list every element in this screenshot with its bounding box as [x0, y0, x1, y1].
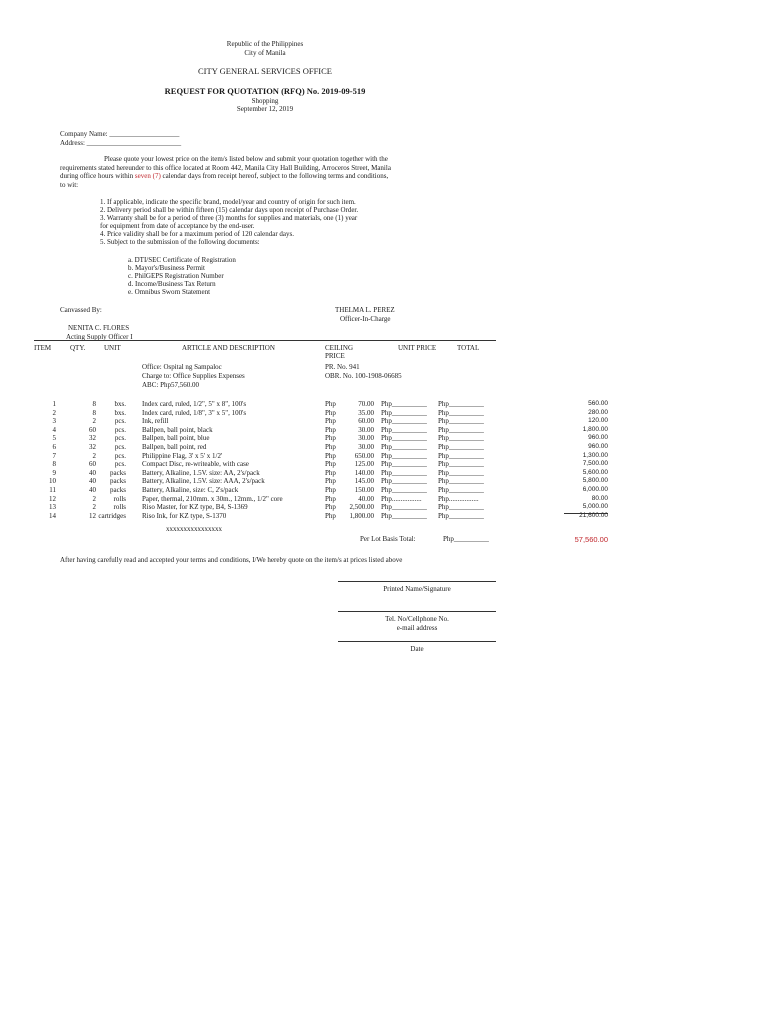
item-unit-price-blank[interactable]: Php__________ — [381, 451, 427, 460]
item-ceiling-price: 1,800.00 — [349, 511, 374, 520]
rfq-date: September 12, 2019 — [236, 105, 294, 113]
item-unit-price-blank[interactable]: Php................. — [381, 494, 422, 503]
meta-office: Office: Ospital ng Sampaloc — [142, 363, 222, 371]
meta-obr: OBR. No. 100-1908-06685 — [325, 372, 402, 380]
item-qty: 2 — [92, 417, 96, 426]
item-ceiling-currency: Php — [325, 443, 336, 451]
item-number: 2 — [52, 408, 56, 417]
item-ceiling-currency: Php — [325, 460, 336, 469]
item-unit: packs — [110, 468, 126, 477]
canvassed-by-label: Canvassed By: — [60, 306, 102, 314]
item-ceiling-price: 60.00 — [358, 417, 374, 426]
procurement-mode: Shopping — [251, 97, 279, 105]
item-amount: 960.00 — [588, 443, 608, 450]
item-ceiling-currency: Php — [325, 477, 336, 486]
term-3-cont: for equipment from date of acceptance by the end-user. — [100, 222, 255, 230]
item-unit-price-blank[interactable]: Php__________ — [381, 434, 427, 443]
item-total-price-blank[interactable]: Php................. — [438, 494, 479, 503]
meta-abc: ABC: Php57,560.00 — [142, 381, 199, 389]
term-5: 5. Subject to the submission of the following documents: — [100, 238, 260, 246]
item-ceiling-currency: Php — [325, 417, 336, 426]
item-description: Battery, Alkaline, 1.5V. size: AA, 2's/pack — [142, 468, 260, 477]
item-unit: bxs. — [114, 400, 126, 408]
item-number: 4 — [52, 425, 56, 434]
item-amount: 960.00 — [588, 434, 608, 442]
officer-title: Officer-In-Charge — [340, 315, 391, 323]
item-qty: 32 — [89, 443, 96, 451]
item-number: 11 — [49, 486, 56, 494]
item-ceiling-price: 2,500.00 — [349, 503, 374, 512]
item-qty: 2 — [92, 494, 96, 503]
item-total-price-blank[interactable]: Php__________ — [438, 486, 484, 494]
document-d: d. Income/Business Tax Return — [128, 280, 216, 288]
item-number: 13 — [49, 503, 56, 512]
item-amount: 1,300.00 — [582, 451, 608, 459]
item-description: Ink, refill — [142, 417, 169, 426]
item-total-price-blank[interactable]: Php__________ — [438, 434, 484, 443]
item-qty: 8 — [92, 408, 96, 417]
col-item: ITEM — [34, 344, 52, 352]
item-number: 3 — [52, 417, 56, 426]
item-amount: 7,500.00 — [582, 460, 608, 468]
col-total: TOTAL — [457, 344, 480, 352]
item-total-price-blank[interactable]: Php__________ — [438, 503, 484, 512]
item-unit-price-blank[interactable]: Php__________ — [381, 425, 427, 434]
item-total-price-blank[interactable]: Php__________ — [438, 417, 484, 426]
table-top-rule — [34, 340, 496, 341]
item-number: 12 — [49, 494, 56, 503]
item-description: Index card, ruled, 1/2", 5" x 8", 100's — [142, 400, 247, 408]
date-line[interactable] — [338, 641, 496, 642]
item-unit: rolls — [113, 494, 126, 503]
item-qty: 60 — [89, 460, 96, 469]
item-description: Philippine Flag, 3' x 5' x 1/2' — [142, 451, 223, 460]
col-ceiling-price: PRICE — [325, 352, 345, 360]
item-total-price-blank[interactable]: Php__________ — [438, 443, 484, 451]
item-total-price-blank[interactable]: Php__________ — [438, 460, 484, 469]
officer-name: THELMA L. PEREZ — [335, 306, 395, 314]
rfq-title: REQUEST FOR QUOTATION (RFQ) No. 2019-09-519 — [164, 86, 366, 96]
item-description: Ballpen, ball point, red — [142, 443, 207, 451]
item-qty: 2 — [92, 503, 96, 512]
col-ceiling: CEILING — [325, 344, 353, 352]
city-line: City of Manila — [244, 49, 286, 57]
item-ceiling-currency: Php — [325, 511, 336, 520]
intro-line-4: to wit: — [60, 181, 79, 189]
item-qty: 2 — [92, 451, 96, 460]
intro-line-1: Please quote your lowest price on the item/s listed below and submit your quotation together with the — [104, 155, 388, 163]
item-unit: rolls — [113, 503, 126, 512]
item-ceiling-price: 40.00 — [358, 494, 374, 503]
item-unit-price-blank[interactable]: Php__________ — [381, 460, 427, 469]
term-1: 1. If applicable, indicate the specific brand, model/year and country of origin for such item. — [100, 198, 356, 206]
item-amount: 80.00 — [591, 494, 608, 502]
item-unit: cartridges — [98, 511, 126, 520]
item-qty: 8 — [92, 400, 96, 408]
term-2: 2. Delivery period shall be within fifteen (15) calendar days upon receipt of Purchase Order. — [100, 206, 359, 214]
item-description: Ballpen, ball point, blue — [142, 434, 210, 443]
item-ceiling-price: 70.00 — [358, 400, 374, 408]
item-ceiling-currency: Php — [325, 451, 336, 460]
item-description: Ballpen, ball point, black — [142, 425, 213, 434]
term-3: 3. Warranty shall be for a period of three (3) months for supplies and materials, one (1) year — [100, 214, 358, 222]
end-marker: xxxxxxxxxxxxxxxx — [166, 525, 222, 533]
item-description: Riso Master, for KZ type, B4, S-1369 — [142, 503, 248, 512]
item-qty: 40 — [89, 486, 96, 494]
item-total-price-blank[interactable]: Php__________ — [438, 425, 484, 434]
item-unit-price-blank[interactable]: Php__________ — [381, 511, 427, 520]
document-b: b. Mayor's/Business Permit — [128, 264, 205, 272]
canvasser-name: NENITA C. FLORES — [68, 324, 130, 332]
item-unit-price-blank[interactable]: Php__________ — [381, 408, 427, 417]
item-ceiling-currency: Php — [325, 494, 336, 503]
item-description: Riso Ink, for KZ type, S-1370 — [142, 511, 227, 520]
item-amount: 560.00 — [588, 400, 608, 407]
intro-line-2: requirements stated hereunder to this office located at Room 442, Manila City Hall Building, Arroceros Street, Manila — [60, 164, 391, 172]
item-unit-price-blank[interactable]: Php__________ — [381, 468, 427, 477]
table-row — [0, 512, 620, 521]
col-unit-price: UNIT PRICE — [398, 344, 437, 352]
item-amount: 1,800.00 — [582, 425, 608, 433]
contact-line[interactable] — [338, 611, 496, 612]
item-qty: 40 — [89, 468, 96, 477]
item-ceiling-currency: Php — [325, 400, 336, 408]
item-unit-price-blank[interactable]: Php__________ — [381, 417, 427, 426]
col-qty: QTY. — [70, 344, 86, 352]
address-field[interactable]: Address: ___________________________ — [60, 139, 182, 147]
item-description: Battery, Alkaline, 1.5V. size: AAA, 2's/pack — [142, 477, 265, 486]
item-unit-price-blank[interactable]: Php__________ — [381, 503, 427, 512]
item-total-price-blank[interactable]: Php__________ — [438, 400, 484, 408]
item-unit: pcs. — [114, 460, 126, 469]
item-ceiling-currency: Php — [325, 468, 336, 477]
item-unit: packs — [110, 477, 126, 486]
item-description: Compact Disc, re-writeable, with case — [142, 460, 249, 469]
item-unit-price-blank[interactable]: Php__________ — [381, 400, 427, 408]
item-number: 9 — [52, 468, 56, 477]
date-label: Date — [410, 645, 424, 653]
item-ceiling-currency: Php — [325, 408, 336, 417]
item-unit: bxs. — [114, 408, 126, 417]
term-4: 4. Price validity shall be for a maximum period of 120 calendar days. — [100, 230, 295, 238]
item-unit-price-blank[interactable]: Php__________ — [381, 443, 427, 451]
item-amount: 5,600.00 — [582, 468, 608, 476]
intro-days-highlight: seven (7) — [134, 172, 161, 180]
total-php-blank[interactable]: Php__________ — [443, 535, 489, 543]
item-unit: pcs. — [114, 451, 126, 460]
email-label: e-mail address — [396, 624, 438, 632]
item-description: Index card, ruled, 1/8", 3" x 5", 100's — [142, 408, 247, 417]
item-ceiling-currency: Php — [325, 486, 336, 494]
item-unit: pcs. — [114, 425, 126, 434]
item-unit-price-blank[interactable]: Php__________ — [381, 477, 427, 486]
item-ceiling-price: 30.00 — [358, 443, 374, 451]
item-number: 8 — [52, 460, 56, 469]
item-ceiling-price: 650.00 — [354, 451, 374, 460]
item-number: 6 — [52, 443, 56, 451]
item-ceiling-currency: Php — [325, 434, 336, 443]
item-unit-price-blank[interactable]: Php__________ — [381, 486, 427, 494]
item-description: Paper, thermal, 210mm. x 30m., 12mm., 1/2" core — [142, 494, 283, 503]
item-qty: 32 — [89, 434, 96, 443]
item-ceiling-price: 30.00 — [358, 425, 374, 434]
item-number: 5 — [52, 434, 56, 443]
meta-charge: Charge to: Office Supplies Expenses — [142, 372, 245, 380]
item-amount: 280.00 — [588, 408, 608, 416]
tel-label: Tel. No/Cellphone No. — [385, 615, 449, 623]
item-number: 1 — [52, 400, 56, 408]
item-ceiling-price: 30.00 — [358, 434, 374, 443]
subtotal-rule — [564, 513, 608, 514]
item-total-price-blank[interactable]: Php__________ — [438, 468, 484, 477]
item-amount: 120.00 — [588, 417, 608, 425]
item-qty: 60 — [89, 425, 96, 434]
item-total-price-blank[interactable]: Php__________ — [438, 451, 484, 460]
item-number: 14 — [49, 511, 56, 520]
item-ceiling-price: 140.00 — [354, 468, 374, 477]
item-amount: 6,000.00 — [582, 486, 608, 493]
item-ceiling-currency: Php — [325, 425, 336, 434]
republic-line: Republic of the Philippines — [226, 40, 304, 48]
col-article: ARTICLE AND DESCRIPTION — [182, 344, 275, 352]
company-name-field[interactable]: Company Name: ____________________ — [60, 130, 180, 138]
item-amount: 5,800.00 — [582, 477, 608, 485]
intro-line-3 — [60, 172, 388, 181]
item-qty: 12 — [89, 511, 96, 520]
item-number: 10 — [49, 477, 56, 486]
document-a: a. DTI/SEC Certificate of Registration — [128, 256, 236, 264]
item-ceiling-price: 145.00 — [354, 477, 374, 486]
item-total-price-blank[interactable]: Php__________ — [438, 511, 484, 520]
printed-name-label: Printed Name/Signature — [383, 585, 451, 593]
item-ceiling-price: 35.00 — [358, 408, 374, 417]
col-unit: UNIT — [104, 344, 121, 352]
item-description: Battery, Alkaline, size: C, 2's/pack — [142, 486, 239, 494]
item-amount: 21,600.00 — [579, 511, 608, 519]
intro-line-3-pre: during office hours within — [60, 172, 135, 180]
item-number: 7 — [52, 451, 56, 460]
office-name: CITY GENERAL SERVICES OFFICE — [198, 66, 332, 76]
item-amount: 5,000.00 — [582, 503, 608, 511]
meta-pr: PR. No. 941 — [325, 363, 360, 371]
canvasser-title: Acting Supply Officer I — [66, 333, 133, 341]
item-ceiling-currency: Php — [325, 503, 336, 512]
total-amount: 57,560.00 — [574, 535, 608, 544]
intro-line-3-post: calendar days from receipt hereof, subject to the following terms and conditions, — [160, 172, 389, 180]
signature-line[interactable] — [338, 581, 496, 582]
item-unit: pcs. — [114, 434, 126, 443]
item-unit: pcs. — [114, 417, 126, 426]
closing-statement: After having carefully read and accepted your terms and conditions, I/We hereby quote on the item/s at prices listed above — [60, 556, 403, 564]
item-ceiling-price: 125.00 — [354, 460, 374, 469]
document-e: e. Omnibus Sworn Statement — [128, 288, 211, 296]
item-total-price-blank[interactable]: Php__________ — [438, 477, 484, 486]
item-qty: 40 — [89, 477, 96, 486]
item-total-price-blank[interactable]: Php__________ — [438, 408, 484, 417]
total-label: Per Lot Basis Total: — [360, 535, 416, 543]
document-c: c. PhilGEPS Registration Number — [128, 272, 224, 280]
item-ceiling-price: 150.00 — [354, 486, 374, 494]
item-unit: packs — [110, 486, 126, 494]
item-unit: pcs. — [114, 443, 126, 451]
